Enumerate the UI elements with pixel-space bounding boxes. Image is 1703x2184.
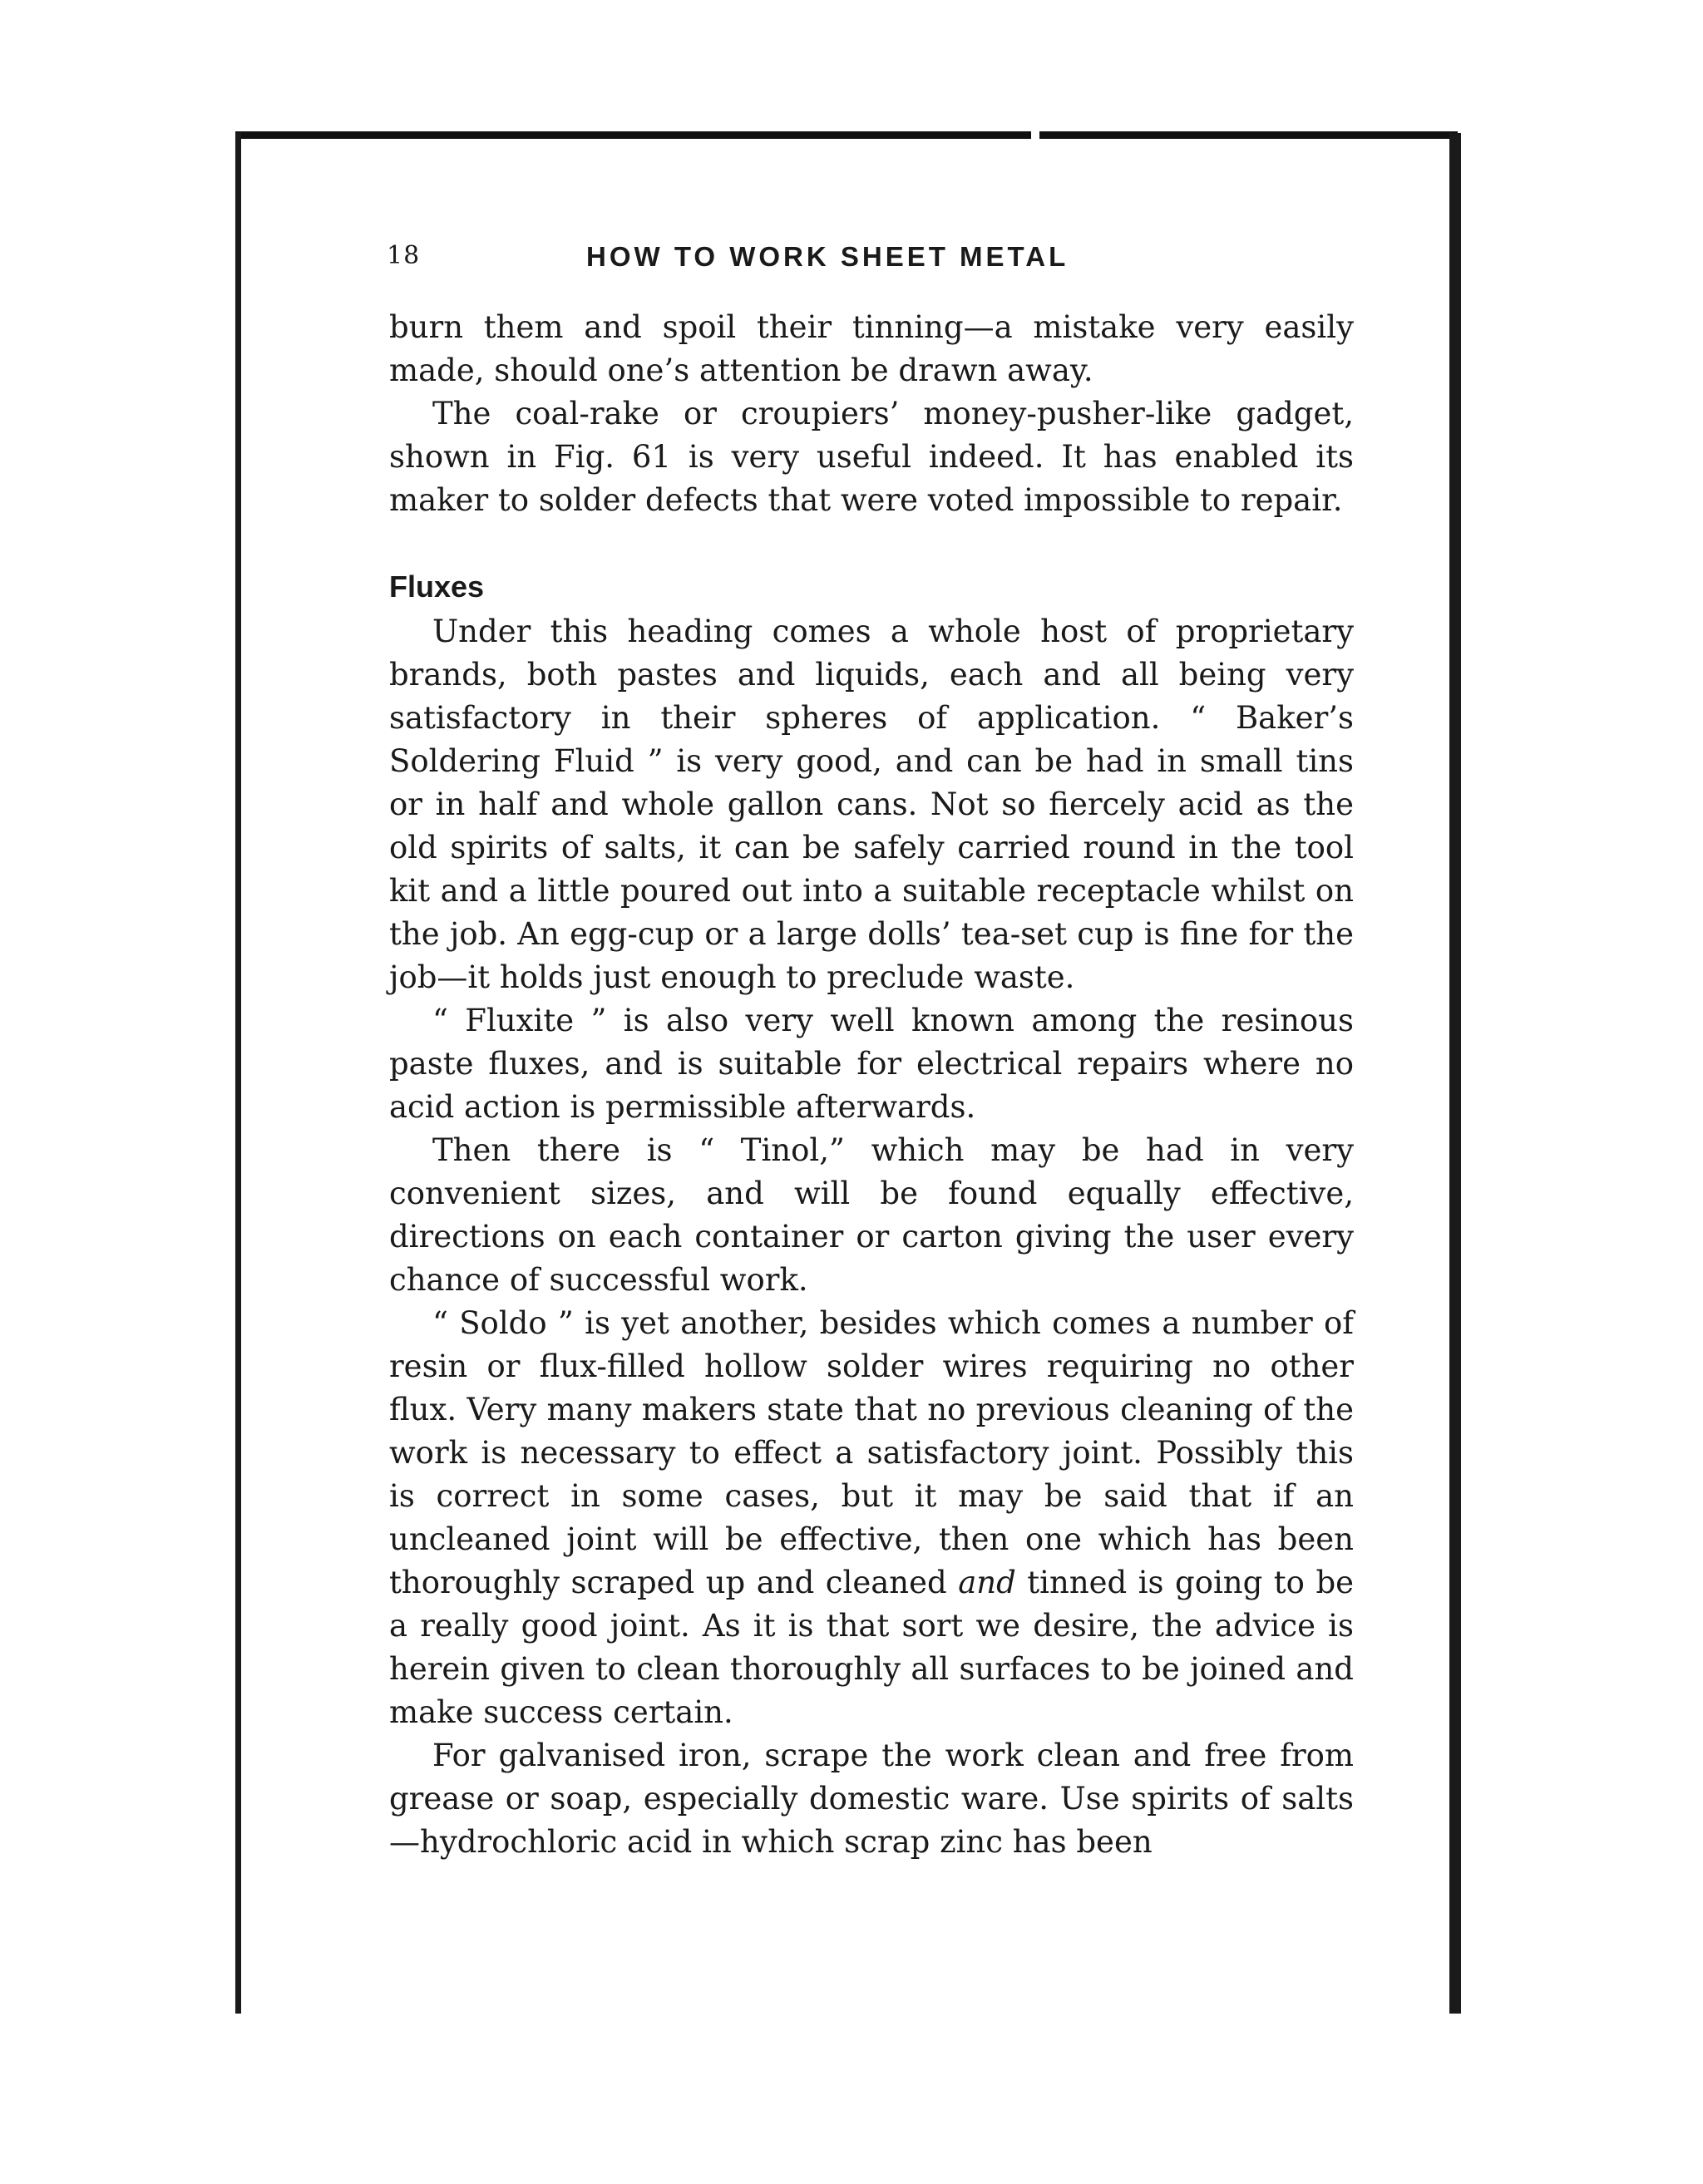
paragraph-soldo-emphasis: and [958, 1565, 1016, 1600]
page-body [389, 306, 1354, 1864]
section-heading-fluxes: Fluxes [389, 569, 485, 604]
paragraph-galvanised-iron: For galvanised iron, scrape the work clean and free from grease or soap, especially domestic ware. Use spirits of salts—hydrochloric acid in which scrap zinc has been [389, 1738, 1354, 1860]
paragraph-coal-rake: The coal-rake or croupiers’ money-pusher-like gadget, shown in Fig. 61 is very useful indeed. It has enabled its maker to solder defects that were voted impossible to repair. [389, 396, 1354, 518]
page-header [387, 241, 1355, 278]
paragraph-fluxite: “ Fluxite ” is also very well known among the resinous paste fluxes, and is suitable for electrical repairs where no acid action is permissible afterwards. [389, 1003, 1354, 1125]
scan-border-gap [1031, 131, 1039, 139]
page-number: 18 [387, 241, 421, 270]
paragraph-continued: burn them and spoil their tinning—a mistake very easily made, should one’s attention be drawn away. [389, 309, 1354, 388]
paragraph-soldo [389, 1302, 1354, 1734]
paragraph-proprietary-brands: Under this heading comes a whole host of proprietary brands, both pastes and liquids, each and all being very satisfactory in their spheres of application. “ Baker’s Soldering Fluid ” is very good, and can be had in small tins or in half and whole gallon cans. Not so fiercely acid as the old spirits of salts, it can be safely carried round in the tool kit and a little poured out into a suitable receptacle whilst on the job. An egg-cup or a large dolls’ tea-set cup is fine for the job—it holds just enough to preclude waste. [389, 614, 1354, 995]
scan-border-left [235, 133, 241, 2014]
paragraph-soldo-start: “ Soldo ” is yet another, besides which comes a number of resin or flux-filled hollow solder wires requiring no other flux. Very many makers state that no previous cleaning of the work is necessary to effect a satisfactory joint. Possibly this is correct in some cases, but it may be said that if an uncleaned joint will be effective, then one which has been thoroughly scraped up and cleaned [389, 1305, 1354, 1600]
paragraph-soldo-end: tinned is going to be a really good joint. As it is that sort we desire, the advice is herein given to clean thoroughly all surfaces to be joined and make success certain. [389, 1565, 1355, 1730]
running-title: HOW TO WORK SHEET METAL [586, 241, 1069, 272]
paragraph-tinol: Then there is “ Tinol,” which may be had in very convenient sizes, and will be found equally effective, directions on each container or carton giving the user every chance of successful work. [389, 1132, 1354, 1298]
scan-border-top [235, 131, 1458, 139]
scan-border-right [1449, 133, 1461, 2014]
